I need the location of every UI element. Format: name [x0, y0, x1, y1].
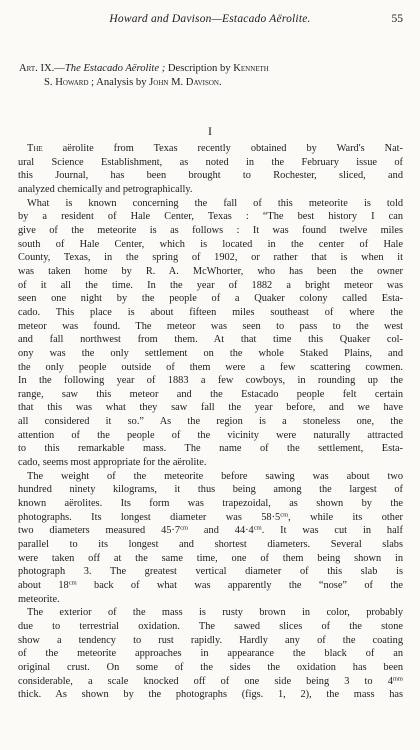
article-heading-line-1	[19, 62, 405, 76]
author-1-first: Kenneth	[233, 63, 269, 74]
text-segment: . It was cut in half	[261, 525, 403, 537]
unit-superscript: cm	[68, 579, 77, 587]
paragraph-3	[18, 470, 403, 607]
text-line: by a resident of Hale Center, Texas : “The best history I can	[18, 211, 403, 223]
text-segment: two diameters measured 45·7	[18, 525, 181, 537]
text-line: original crust. On some of the sides the oxidation has been	[18, 661, 403, 673]
text-line-rest: aërolite from Texas recently obtained by Ward's Nat-	[42, 143, 403, 154]
text-line: to this remarkable mass. The name of the settlement, Esta-	[18, 443, 403, 455]
text-line: ony was the only settlement on the whole Staked Plains, and	[18, 347, 403, 359]
text-line: all considered it so.” As the region is a stoneless one, the	[18, 416, 403, 428]
text-line: attention of the people of the vicinity were naturally attracted	[18, 429, 403, 441]
text-line: photograph 3. The greatest vertical diameter of this slab is	[18, 566, 403, 578]
text-line: of it all the time. In the year of 1882 a bright meteor was	[18, 279, 403, 291]
text-line: parallel to its longest and shortest diameters. Several slabs	[18, 539, 403, 551]
text-line: south of Hale Center, which is located in the center of Hale	[18, 238, 403, 250]
text-segment: , while its other	[288, 511, 403, 523]
text-line: hundred ninety kilograms, it thus being among the largest of	[18, 484, 403, 496]
article-desc: Description by	[165, 63, 234, 74]
article-analysis: ; Analysis by	[88, 77, 150, 88]
text-line: County, Texas, in the spring of 1902, or rather that is when it	[18, 252, 403, 264]
text-line: known aërolites. Its form was trapezoidal, as shown by the	[18, 498, 403, 510]
article-label: Art. IX.—	[19, 63, 65, 74]
article-body	[18, 142, 403, 702]
drop-word: The	[27, 143, 43, 154]
author-1-rest: S. Howard	[44, 77, 89, 88]
text-line: cado. This place is about fifteen miles southeast of where the	[18, 306, 403, 318]
text-segment: photographs. Its longest diameter was 58·5	[18, 511, 281, 523]
text-line	[18, 142, 403, 156]
article-title: The Estacado Aërolite ;	[64, 63, 166, 74]
text-line: was taken home by R. A. McWhorter, who has been the owner	[18, 265, 403, 277]
text-line: The exterior of the mass is rusty brown in color, probably	[27, 607, 403, 619]
text-line: What is known concerning the fall of this meteorite is told	[27, 197, 403, 209]
text-segment: about 18	[18, 580, 69, 591]
text-line	[18, 524, 403, 538]
text-line: meteor was found. The meteor was seen to pass to the west	[18, 320, 403, 332]
article-heading	[19, 62, 405, 90]
text-line: ural Science Establishment, as noted in the February issue of	[18, 156, 403, 168]
text-line: the only people outside of them were a few scattering cowmen.	[18, 361, 403, 373]
text-segment: back of what was apparently the “nose” of the	[76, 580, 403, 591]
text-line: The weight of the meteorite before sawing was about two	[27, 470, 403, 482]
text-line: and fall northwest from them. At that time this Quaker col-	[18, 334, 403, 346]
text-line: seen one night by the people of a Quaker colony called Esta-	[18, 293, 403, 305]
text-line	[18, 675, 403, 689]
text-line: of the meteorite approaches in appearance the black of an	[18, 648, 403, 660]
text-line: due to terrestrial oxidation. The sawed slices of the stone	[18, 620, 403, 632]
unit-superscript: cm	[180, 524, 189, 532]
text-line: thick. As shown by the photographs (figs. 1, 2), the mass has	[18, 689, 403, 701]
text-segment: considerable, a scale knocked off of one side being 3 to 4	[18, 675, 393, 687]
author-2: John M. Davison	[149, 77, 219, 88]
text-line: that this was what they saw fall the year before, and we have	[18, 402, 403, 414]
text-segment: and 44·4	[188, 525, 254, 537]
running-header	[0, 12, 420, 26]
paragraph-1	[18, 142, 403, 197]
unit-superscript: cm	[253, 524, 262, 532]
text-line: were taken off at the same time, one of them being shown in	[18, 552, 403, 564]
text-line: show a tendency to rust rapidly. Hardly any of the coating	[18, 634, 403, 646]
heading-end: .	[219, 77, 222, 88]
text-line: this Journal, has been brought to Rochester, sliced, and	[18, 170, 403, 182]
paragraph-2	[18, 197, 403, 470]
page-number: 55	[391, 13, 403, 25]
unit-superscript: mm	[392, 675, 403, 683]
running-title: Howard and Davison—Estacado Aërolite.	[109, 13, 311, 25]
text-line	[18, 511, 403, 525]
text-line: give of the meteorite is as follows : It was found twelve miles	[18, 224, 403, 236]
text-line: In the following year of 1883 a few cowboys, in rounding up the	[18, 375, 403, 387]
section-number: I	[208, 124, 212, 138]
article-heading-line-2	[19, 76, 405, 90]
text-line	[18, 579, 403, 593]
text-line: analyzed chemically and petrographically.	[18, 183, 193, 195]
text-line: cado, seems most appropriate for the aërolite.	[18, 457, 207, 469]
unit-superscript: cm	[280, 511, 289, 519]
paragraph-4	[18, 606, 403, 702]
text-line: meteorite.	[18, 593, 60, 605]
text-line: range, saw this meteor and the Estacado people felt certain	[18, 388, 403, 400]
